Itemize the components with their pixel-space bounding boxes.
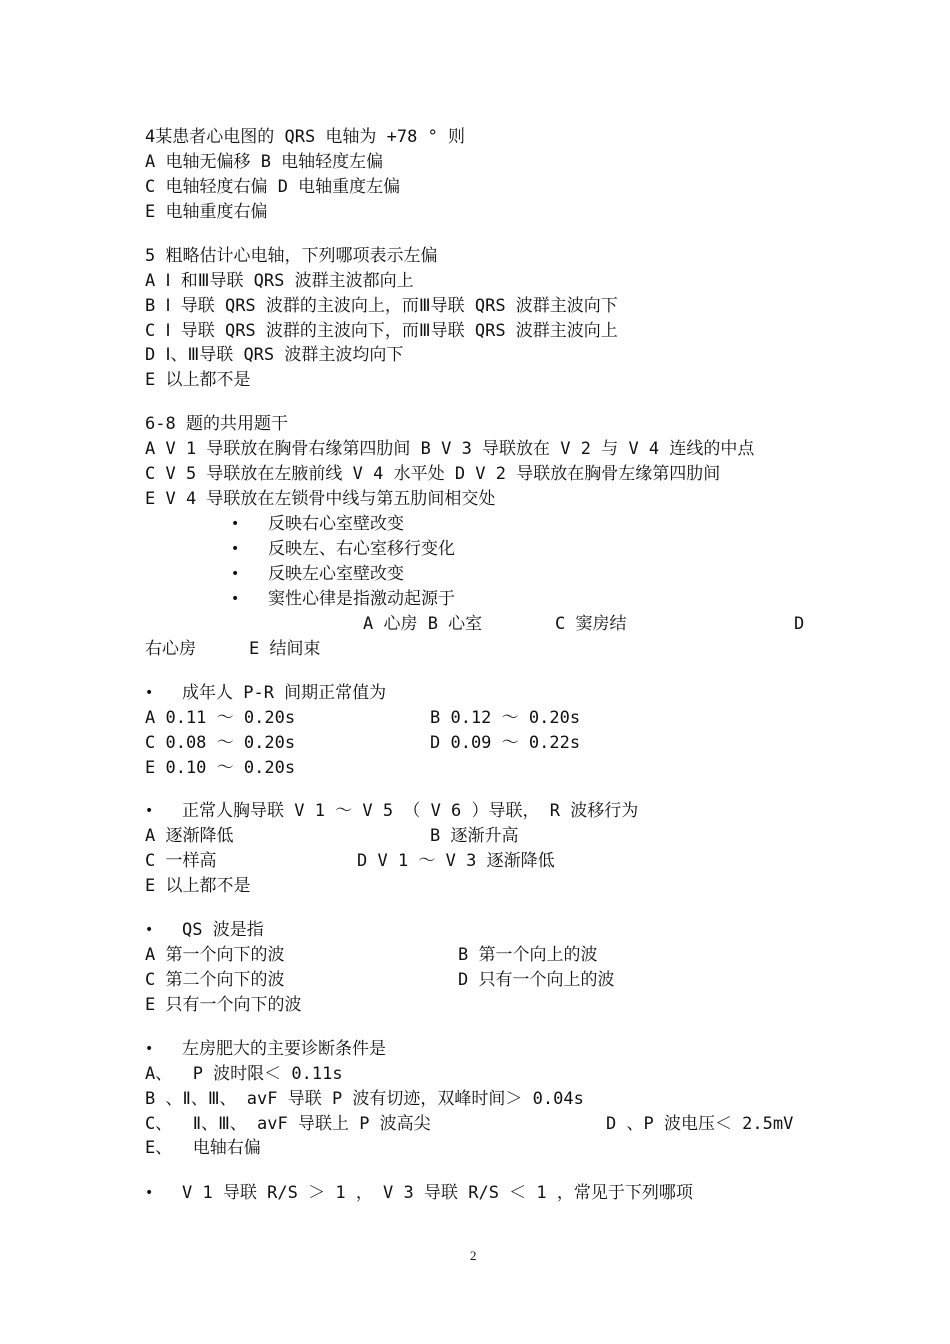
- q4-options-cd: C 电轴轻度右偏 D 电轴重度左偏: [145, 177, 401, 197]
- qpr-stem: 成年人 P-R 间期正常值为: [182, 683, 387, 703]
- qla-option-e: E、 电轴右偏: [145, 1138, 261, 1158]
- page-number: 2: [470, 1248, 477, 1263]
- bullet-icon: •: [231, 541, 240, 557]
- q6-8-item: 反映左心室壁改变: [268, 564, 404, 584]
- q5-option-e: E 以上都不是: [145, 370, 251, 390]
- sinus-option-d-text: 右心房: [145, 639, 196, 659]
- bullet-icon: •: [231, 516, 240, 532]
- qpr-option-e: E 0.10 ～ 0.20s: [145, 758, 296, 778]
- q6-8-options-ab: A V 1 导联放在胸骨右缘第四肋间 B V 3 导联放在 V 2 与 V 4 连线的中点: [145, 439, 755, 459]
- q5-option-c: C Ⅰ 导联 QRS 波群的主波向下，而Ⅲ导联 QRS 波群主波向上: [145, 321, 618, 341]
- q6-8-item: 反映右心室壁改变: [268, 514, 404, 534]
- qqs-stem: QS 波是指: [182, 920, 264, 940]
- sinus-options-ab: A 心房 B 心室: [363, 614, 483, 634]
- q4-option-e: E 电轴重度右偏: [145, 202, 268, 222]
- qr-option-c: C 一样高: [145, 851, 217, 871]
- q6-8-options-cd: C V 5 导联放在左腋前线 V 4 水平处 D V 2 导联放在胸骨左缘第四肋间: [145, 464, 721, 484]
- q4-stem: 4某患者心电图的 QRS 电轴为 +78 ° 则: [145, 127, 466, 147]
- bullet-icon: •: [145, 1041, 154, 1057]
- qla-option-d: D 、P 波电压＜ 2.5mV: [606, 1114, 794, 1134]
- qpr-option-b: B 0.12 ～ 0.20s: [430, 708, 581, 728]
- q4-options-ab: A 电轴无偏移 B 电轴轻度左偏: [145, 152, 384, 172]
- sinus-option-d-letter: D: [794, 614, 805, 634]
- qla-option-c: C、 Ⅱ、Ⅲ、 avF 导联上 P 波高尖: [145, 1114, 431, 1134]
- bullet-icon: •: [145, 922, 154, 938]
- bullet-icon: •: [145, 685, 154, 701]
- qr-option-d: D V 1 ～ V 3 逐渐降低: [357, 851, 555, 871]
- qr-stem: 正常人胸导联 V 1 ～ V 5 （ V 6 ）导联， R 波移行为: [182, 801, 639, 821]
- qr-option-b: B 逐渐升高: [430, 826, 519, 846]
- q6-8-item: 反映左、右心室移行变化: [268, 539, 455, 559]
- q5-stem: 5 粗略估计心电轴，下列哪项表示左偏: [145, 246, 438, 266]
- qpr-option-c: C 0.08 ～ 0.20s: [145, 733, 296, 753]
- qqs-option-b: B 第一个向上的波: [458, 945, 598, 965]
- sinus-option-c: C 窦房结: [555, 614, 627, 634]
- bullet-icon: •: [231, 591, 240, 607]
- qv1-stem: V 1 导联 R/S ＞ 1 ， V 3 导联 R/S ＜ 1 ，常见于下列哪项: [182, 1183, 693, 1203]
- q6-8-option-e: E V 4 导联放在左锁骨中线与第五肋间相交处: [145, 489, 496, 509]
- q6-8-item: 窦性心律是指激动起源于: [268, 589, 455, 609]
- qla-option-b: B 、Ⅱ、Ⅲ、 avF 导联 P 波有切迹，双峰时间＞ 0.04s: [145, 1089, 584, 1109]
- qpr-option-a: A 0.11 ～ 0.20s: [145, 708, 296, 728]
- qqs-option-e: E 只有一个向下的波: [145, 995, 302, 1015]
- sinus-option-e: E 结间束: [249, 639, 321, 659]
- bullet-icon: •: [231, 566, 240, 582]
- qla-stem: 左房肥大的主要诊断条件是: [182, 1039, 386, 1059]
- qr-option-e: E 以上都不是: [145, 876, 251, 896]
- qqs-option-d: D 只有一个向上的波: [458, 970, 615, 990]
- bullet-icon: •: [145, 1185, 154, 1201]
- q5-option-d: D Ⅰ、Ⅲ导联 QRS 波群主波均向下: [145, 345, 404, 365]
- q5-option-a: A Ⅰ 和Ⅲ导联 QRS 波群主波都向上: [145, 271, 414, 291]
- qla-option-a: A、 P 波时限＜ 0.11s: [145, 1064, 343, 1084]
- qpr-option-d: D 0.09 ～ 0.22s: [430, 733, 581, 753]
- qqs-option-c: C 第二个向下的波: [145, 970, 285, 990]
- q5-option-b: B Ⅰ 导联 QRS 波群的主波向上，而Ⅲ导联 QRS 波群主波向下: [145, 296, 618, 316]
- qqs-option-a: A 第一个向下的波: [145, 945, 285, 965]
- qr-option-a: A 逐渐降低: [145, 826, 234, 846]
- q6-8-stem: 6-8 题的共用题干: [145, 414, 288, 434]
- bullet-icon: •: [145, 803, 154, 819]
